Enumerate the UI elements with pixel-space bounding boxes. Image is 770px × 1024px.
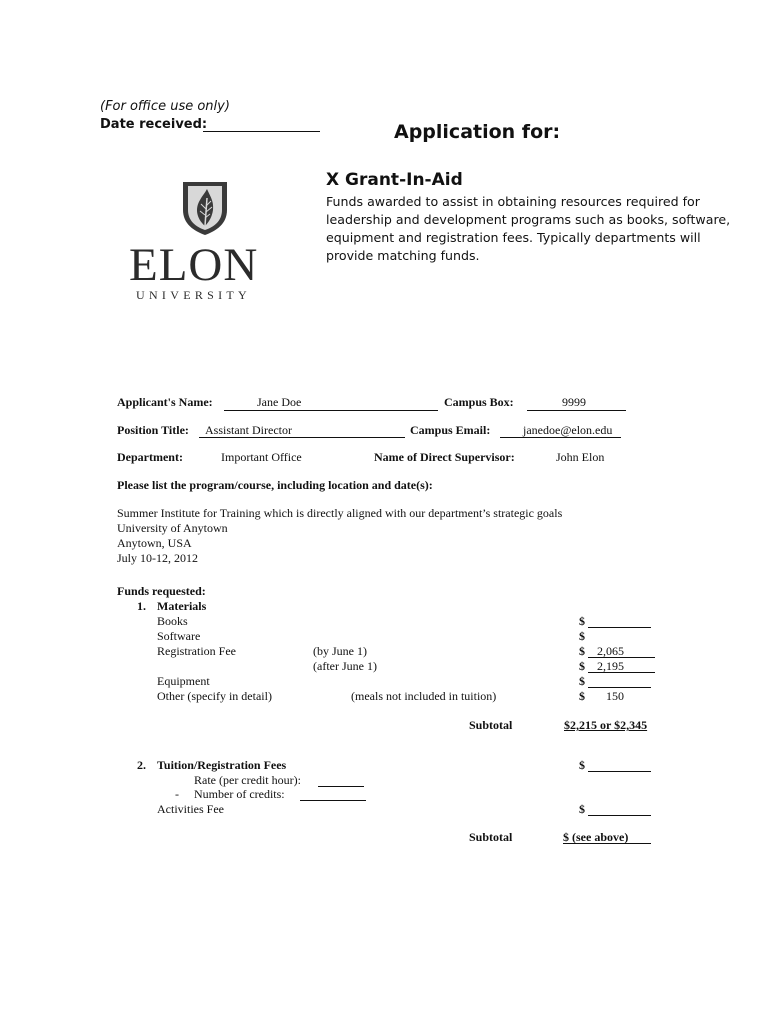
item-label: Other (specify in detail)	[157, 689, 272, 703]
item-note: (after June 1)	[313, 659, 377, 673]
credits-field[interactable]	[300, 800, 366, 801]
funds-heading: Funds requested:	[117, 584, 206, 598]
position-title-value: Assistant Director	[205, 423, 292, 437]
tuition-amount-field[interactable]	[588, 771, 651, 772]
item-label: Books	[157, 614, 188, 628]
program-line: University of Anytown	[117, 521, 228, 535]
application-title: Application for:	[394, 121, 561, 143]
tuition-heading: Tuition/Registration Fees	[157, 758, 287, 772]
currency-sign: $	[579, 629, 585, 643]
applicant-name-value: Jane Doe	[257, 395, 302, 409]
currency-sign: $	[579, 689, 585, 703]
campus-email-label: Campus Email:	[410, 423, 491, 437]
campus-box-value: 9999	[562, 395, 586, 409]
subtotal-value: $2,215 or $2,345	[564, 718, 648, 732]
item-note: (meals not included in tuition)	[351, 689, 497, 703]
supervisor-value: John Elon	[556, 450, 605, 464]
grant-title: X Grant-In-Aid	[326, 170, 463, 190]
activities-fee-label: Activities Fee	[157, 802, 224, 816]
item-label: Registration Fee	[157, 644, 236, 658]
amount-field[interactable]	[588, 627, 651, 628]
logo-subtitle: UNIVERSITY	[136, 288, 251, 302]
amount-value: 2,065	[597, 644, 624, 658]
department-label: Department:	[117, 450, 183, 464]
amount-value: 2,195	[597, 659, 624, 673]
item-label: Software	[157, 629, 201, 643]
item-label: Equipment	[157, 674, 210, 688]
currency-sign: $	[579, 674, 585, 688]
section-number: 2.	[137, 758, 146, 772]
campus-box-field[interactable]	[527, 410, 626, 411]
subtotal-label: Subtotal	[469, 718, 513, 732]
amount-value: 150	[606, 689, 624, 703]
currency-sign: $	[579, 614, 585, 628]
campus-box-label: Campus Box:	[444, 395, 514, 409]
section-number: 1.	[137, 599, 146, 613]
supervisor-label: Name of Direct Supervisor:	[374, 450, 515, 464]
activities-amount-field[interactable]	[588, 815, 651, 816]
grant-description: Funds awarded to assist in obtaining resources required for leadership and development programs such as books, software, equipment and registration fees. Typically departments will provide matching funds.	[326, 194, 731, 263]
date-received-label: Date received:	[100, 117, 208, 132]
program-prompt: Please list the program/course, including location and date(s):	[117, 478, 433, 492]
shield-flame-icon	[180, 180, 230, 236]
applicant-name-field[interactable]	[224, 410, 438, 411]
subtotal-label: Subtotal	[469, 830, 513, 844]
currency-sign: $	[579, 802, 585, 816]
program-line: Summer Institute for Training which is directly aligned with our department’s strategic goals	[117, 506, 563, 520]
rate-label: Rate (per credit hour):	[194, 773, 301, 787]
subtotal-underline	[563, 843, 651, 844]
amount-field[interactable]	[588, 687, 651, 688]
logo-wordmark: ELON	[129, 239, 259, 291]
campus-email-value: janedoe@elon.edu	[523, 423, 613, 437]
list-dash: -	[175, 787, 179, 801]
program-line: July 10-12, 2012	[117, 551, 198, 565]
office-use-note: (For office use only)	[100, 99, 230, 114]
currency-sign: $	[579, 644, 585, 658]
materials-heading: Materials	[157, 599, 207, 613]
position-title-label: Position Title:	[117, 423, 189, 437]
credits-label: Number of credits:	[194, 787, 285, 801]
item-note: (by June 1)	[313, 644, 367, 658]
department-value: Important Office	[221, 450, 302, 464]
currency-sign: $	[579, 758, 585, 772]
rate-field[interactable]	[318, 786, 364, 787]
currency-sign: $	[579, 659, 585, 673]
date-received-field[interactable]	[203, 131, 320, 132]
program-line: Anytown, USA	[117, 536, 192, 550]
elon-university-logo	[125, 176, 285, 306]
subtotal-value: $ (see above)	[563, 830, 629, 844]
applicant-name-label: Applicant's Name:	[117, 395, 213, 409]
